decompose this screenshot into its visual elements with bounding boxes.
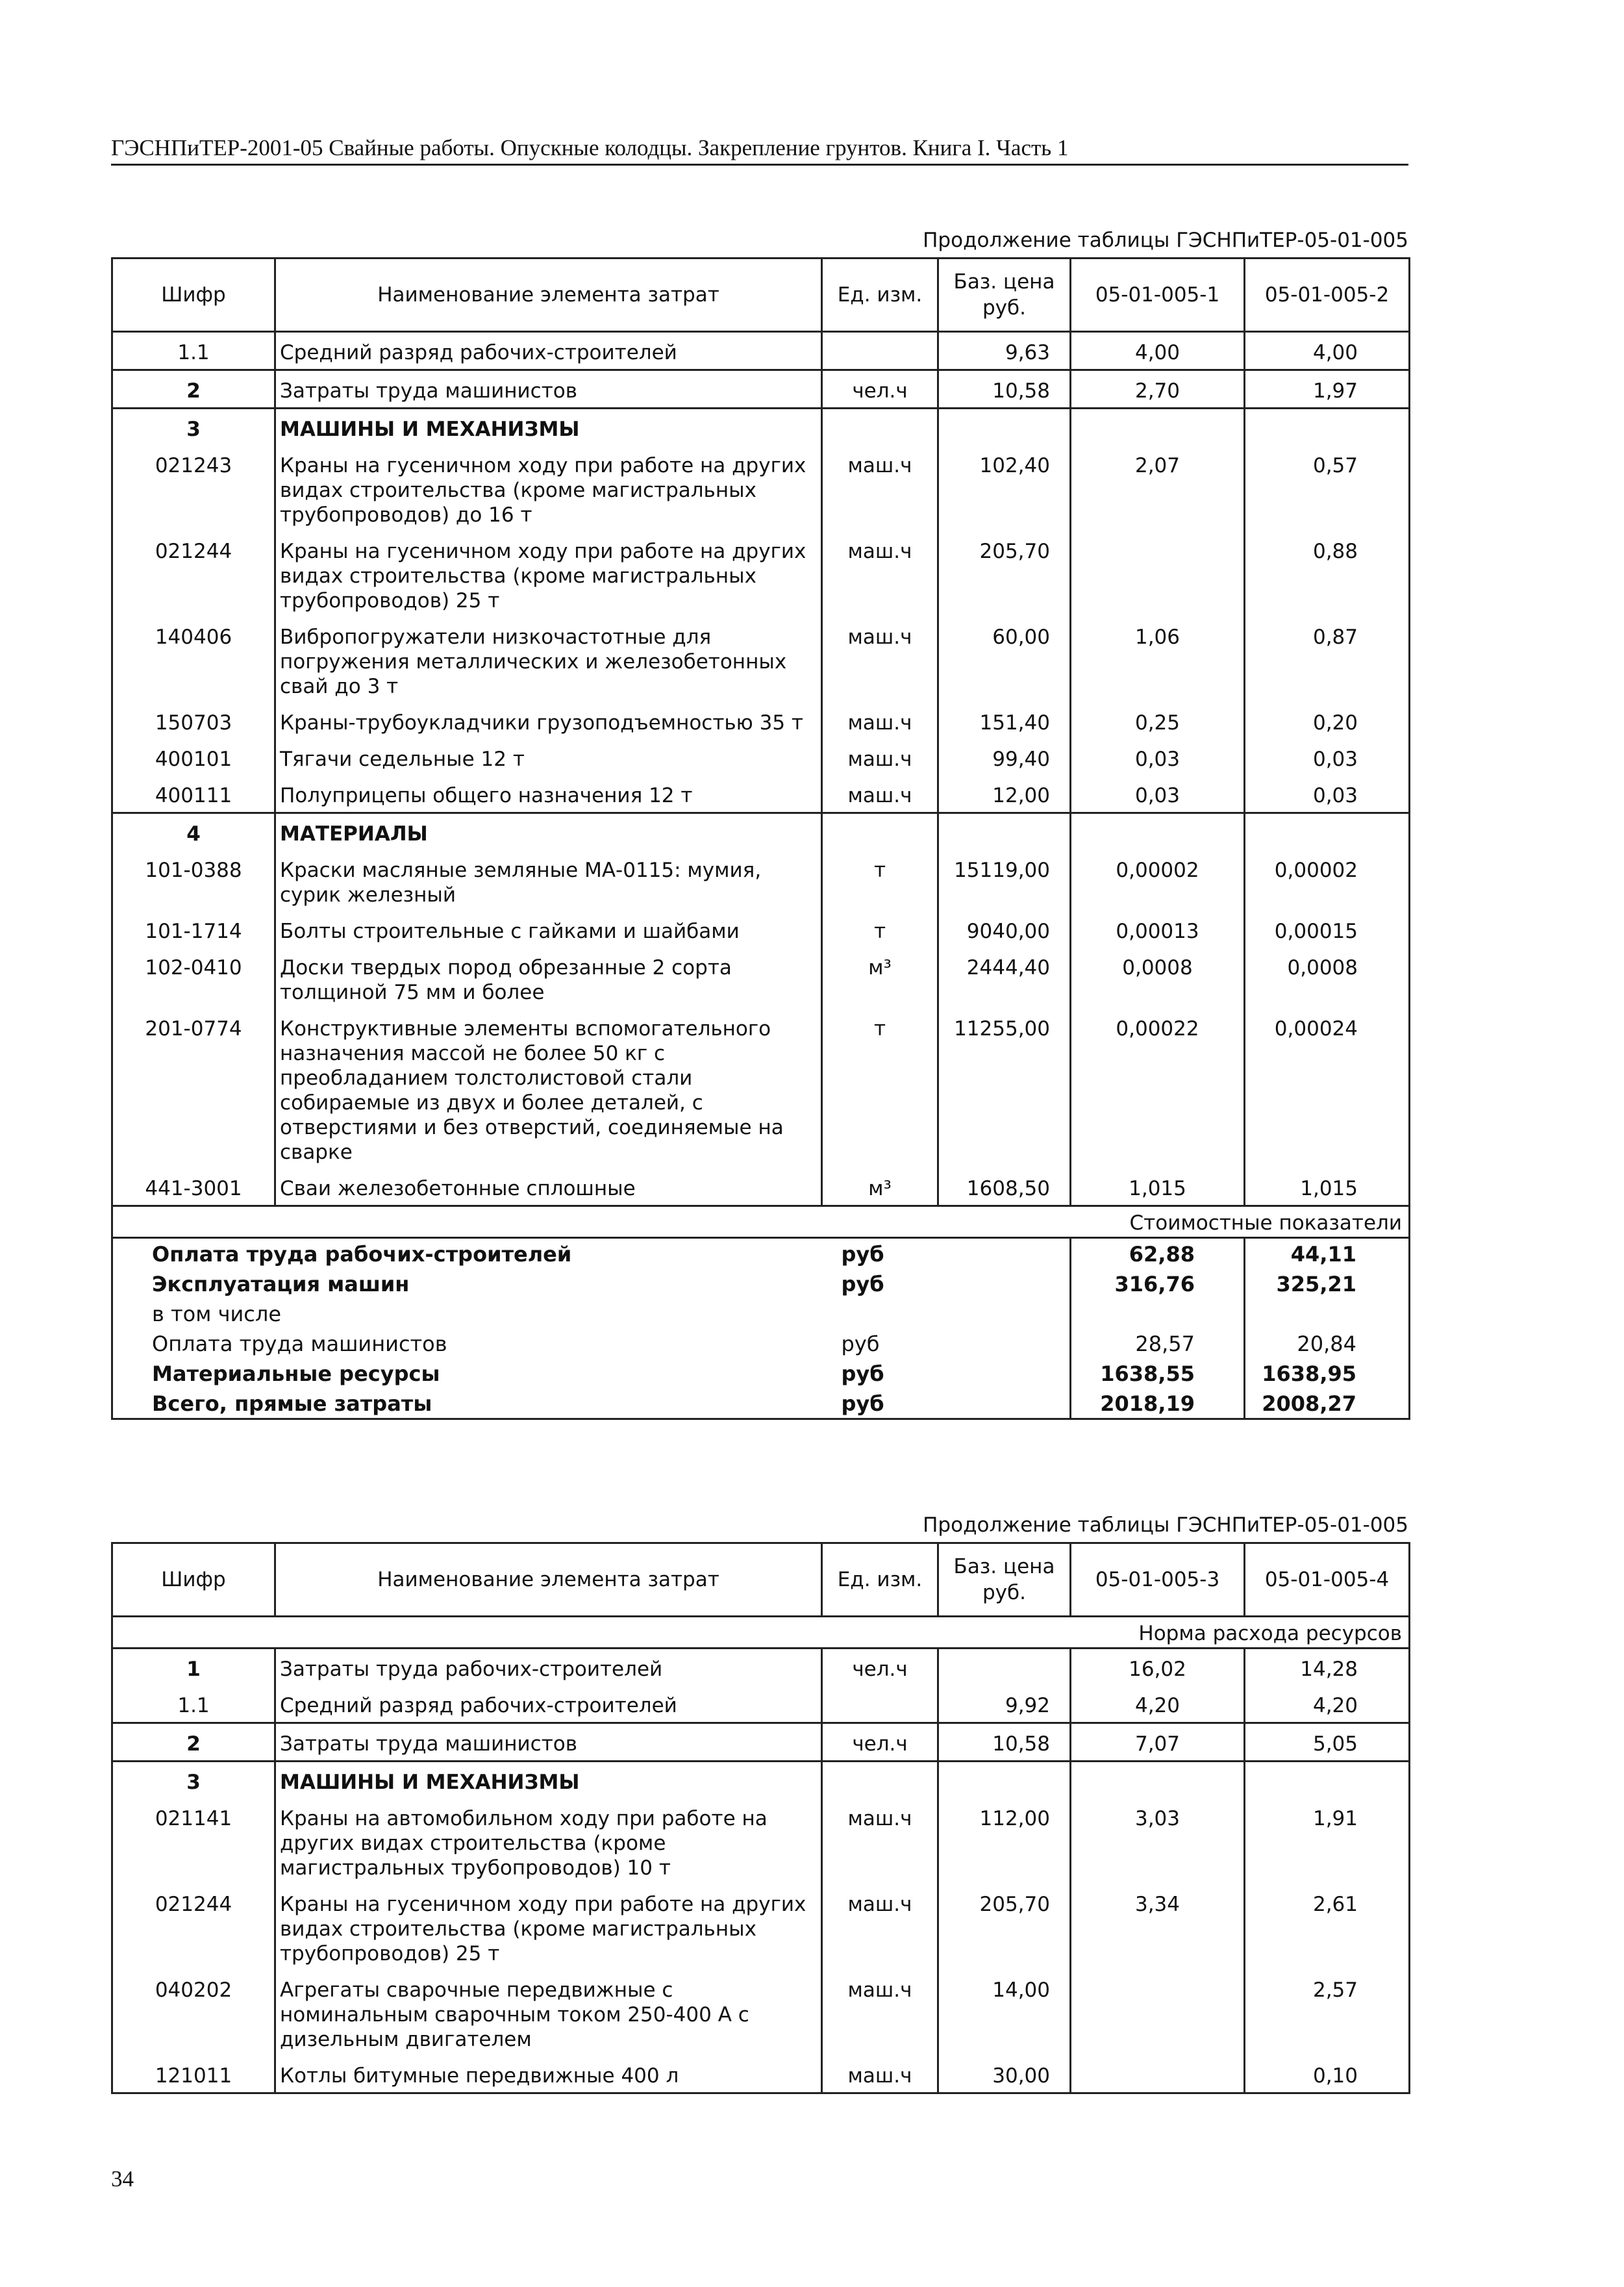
cell-v1 [1071, 1970, 1245, 2056]
cell-unit: маш.ч [822, 776, 938, 813]
cell-code: 1.1 [112, 332, 275, 370]
table-row [112, 617, 1410, 703]
cell-unit [822, 332, 938, 370]
table-row [112, 370, 1410, 409]
header-col2: 05-01-005-2 [1245, 259, 1410, 332]
cell-v2: 0,87 [1245, 617, 1410, 703]
summary-label: Всего, прямые затраты [112, 1388, 822, 1419]
summary-unit: руб [822, 1388, 938, 1419]
table-row [112, 1169, 1410, 1206]
table-row [112, 739, 1410, 776]
summary-unit: руб [841, 1242, 884, 1267]
summary-label: Оплата труда машинистов [112, 1328, 822, 1358]
cell-v2 [1245, 813, 1410, 851]
cell-v1: 2,07 [1071, 446, 1245, 531]
cell-unit: т [822, 911, 938, 948]
cell-v1: 2,70 [1071, 370, 1245, 409]
cell-name: Полуприцепы общего назначения 12 т [275, 776, 822, 813]
cell-code: 101-1714 [112, 911, 275, 948]
norm-band: Норма расхода ресурсов [112, 1617, 1410, 1649]
cell-code: 021243 [112, 446, 275, 531]
cell-unit: т [822, 850, 938, 911]
summary-unit: руб [841, 1361, 884, 1386]
cell-unit: чел.ч [822, 370, 938, 409]
cell-v1: 3,03 [1071, 1799, 1245, 1884]
summary-v2: 325,21 [1245, 1269, 1410, 1298]
cell-name: Тягачи седельные 12 т [275, 739, 822, 776]
cell-unit [822, 409, 938, 446]
cell-unit [822, 813, 938, 851]
cell-v1 [1071, 1762, 1245, 1799]
cell-v2 [1245, 409, 1410, 446]
cell-v2: 0,03 [1245, 776, 1410, 813]
cell-code: 021244 [112, 531, 275, 617]
cell-v1: 4,00 [1071, 332, 1245, 370]
cell-code: 121011 [112, 2056, 275, 2093]
cell-name: Доски твердых пород обрезанные 2 сорта толщиной 75 мм и более [275, 948, 822, 1009]
cell-code: 400101 [112, 739, 275, 776]
table-row [112, 1649, 1410, 1686]
cell-v2: 4,20 [1245, 1686, 1410, 1723]
cell-v2: 4,00 [1245, 332, 1410, 370]
cell-v1: 0,00022 [1071, 1009, 1245, 1169]
cell-v2: 2,57 [1245, 1970, 1410, 2056]
cell-v2: 0,57 [1245, 446, 1410, 531]
summary-unit: руб [841, 1272, 884, 1296]
cell-v2: 0,00024 [1245, 1009, 1410, 1169]
summary-row [112, 1358, 1410, 1388]
header-code: Шифр [112, 259, 275, 332]
cell-name: Средний разряд рабочих-строителей [275, 332, 822, 370]
cell-price: 12,00 [938, 776, 1071, 813]
cell-unit: м³ [822, 1169, 938, 1206]
cell-price [938, 409, 1071, 446]
cell-v2: 0,00002 [1245, 850, 1410, 911]
cell-v1 [1071, 531, 1245, 617]
cell-v1: 1,06 [1071, 617, 1245, 703]
cell-name: Краны-трубоукладчики грузоподъемностью 35 т [275, 703, 822, 739]
section-row [112, 1762, 1410, 1799]
cell-unit: маш.ч [822, 1799, 938, 1884]
cell-price: 205,70 [938, 1884, 1071, 1970]
header-col1: 05-01-005-3 [1071, 1543, 1245, 1617]
cell-v2: 1,97 [1245, 370, 1410, 409]
cell-code: 400111 [112, 776, 275, 813]
cell-v2: 0,10 [1245, 2056, 1410, 2093]
norm-band-row [112, 1617, 1410, 1649]
summary-empty [938, 1269, 1071, 1298]
summary-v1 [1071, 1298, 1245, 1328]
cell-v2: 0,88 [1245, 531, 1410, 617]
cell-code: 2 [112, 370, 275, 409]
section-title: МАШИНЫ И МЕХАНИЗМЫ [275, 1762, 822, 1799]
cell-unit [822, 1762, 938, 1799]
cell-v1 [1071, 409, 1245, 446]
cell-price: 2444,40 [938, 948, 1071, 1009]
table2 [111, 1542, 1410, 2094]
cell-code: 021244 [112, 1884, 275, 1970]
page-header: ГЭСНПиТЕР-2001-05 Свайные работы. Опускные колодцы. Закрепление грунтов. Книга I. Часть 1 [111, 135, 1408, 166]
cell-v2: 0,20 [1245, 703, 1410, 739]
cell-name: Агрегаты сварочные передвижные с номинальным сварочным током 250-400 А с дизельным двигателем [275, 1970, 822, 2056]
cell-code: 1 [112, 1649, 275, 1686]
table-row [112, 531, 1410, 617]
table-row [112, 850, 1410, 911]
cell-v1: 3,34 [1071, 1884, 1245, 1970]
cell-v1: 0,00013 [1071, 911, 1245, 948]
cell-v2: 0,00015 [1245, 911, 1410, 948]
cell-name: Вибропогружатели низкочастотные для погружения металлических и железобетонных свай до 3 т [275, 617, 822, 703]
cell-unit: маш.ч [822, 703, 938, 739]
cell-code: 201-0774 [112, 1009, 275, 1169]
cell-name: Краски масляные земляные МА-0115: мумия, сурик железный [275, 850, 822, 911]
cell-v2: 14,28 [1245, 1649, 1410, 1686]
summary-v2: 1638,95 [1245, 1358, 1410, 1388]
cell-unit [822, 1686, 938, 1723]
cell-unit: маш.ч [822, 446, 938, 531]
cell-code: 3 [112, 1762, 275, 1799]
table-row [112, 948, 1410, 1009]
cell-price: 14,00 [938, 1970, 1071, 2056]
cell-unit: т [822, 1009, 938, 1169]
summary-row [112, 1269, 1410, 1298]
summary-v2 [1245, 1298, 1410, 1328]
cell-unit: маш.ч [822, 2056, 938, 2093]
cell-code: 1.1 [112, 1686, 275, 1723]
cell-name: Краны на гусеничном ходу при работе на других видах строительства (кроме магистральных трубопроводов) 25 т [275, 1884, 822, 1970]
cell-code: 102-0410 [112, 948, 275, 1009]
cell-price: 102,40 [938, 446, 1071, 531]
cell-v2: 1,015 [1245, 1169, 1410, 1206]
summary-label: Эксплуатация машин [112, 1269, 822, 1298]
cell-name: Котлы битумные передвижные 400 л [275, 2056, 822, 2093]
table1 [111, 257, 1410, 1420]
cell-code: 140406 [112, 617, 275, 703]
summary-label: Оплата труда рабочих-строителей [112, 1238, 822, 1269]
cell-price: 9,63 [938, 332, 1071, 370]
cell-price: 60,00 [938, 617, 1071, 703]
summary-row [112, 1328, 1410, 1358]
cell-unit: маш.ч [822, 739, 938, 776]
section-row [112, 813, 1410, 851]
section-title: МАШИНЫ И МЕХАНИЗМЫ [275, 409, 822, 446]
header-price: Баз. цена руб. [938, 259, 1071, 332]
cell-code: 2 [112, 1723, 275, 1762]
section-title: МАТЕРИАЛЫ [275, 813, 822, 851]
page-number: 34 [111, 2166, 134, 2192]
cell-unit: маш.ч [822, 1884, 938, 1970]
table-row [112, 1009, 1410, 1169]
cell-price: 10,58 [938, 370, 1071, 409]
cell-v2 [1245, 1762, 1410, 1799]
cost-band-row [112, 1206, 1410, 1238]
cell-name: Болты строительные с гайками и шайбами [275, 911, 822, 948]
cell-name: Затраты труда машинистов [275, 370, 822, 409]
table-row [112, 911, 1410, 948]
summary-empty [938, 1358, 1071, 1388]
cell-unit: маш.ч [822, 617, 938, 703]
cell-unit: маш.ч [822, 531, 938, 617]
cell-v1: 0,25 [1071, 703, 1245, 739]
cell-v1: 0,0008 [1071, 948, 1245, 1009]
cell-v1: 7,07 [1071, 1723, 1245, 1762]
table-row [112, 703, 1410, 739]
cell-v2: 0,0008 [1245, 948, 1410, 1009]
cell-price: 9040,00 [938, 911, 1071, 948]
cell-code: 101-0388 [112, 850, 275, 911]
cell-v1 [1071, 813, 1245, 851]
table-row [112, 1723, 1410, 1762]
cell-v1: 0,03 [1071, 739, 1245, 776]
summary-row [112, 1298, 1410, 1328]
cell-v1: 1,015 [1071, 1169, 1245, 1206]
cell-price [938, 1762, 1071, 1799]
header-price: Баз. цена руб. [938, 1543, 1071, 1617]
cell-price: 11255,00 [938, 1009, 1071, 1169]
cell-price: 1608,50 [938, 1169, 1071, 1206]
summary-v1: 2018,19 [1071, 1388, 1245, 1419]
cell-code: 441-3001 [112, 1169, 275, 1206]
header-name: Наименование элемента затрат [275, 259, 822, 332]
cell-name: Затраты труда машинистов [275, 1723, 822, 1762]
cell-unit: чел.ч [822, 1723, 938, 1762]
cell-v1: 4,20 [1071, 1686, 1245, 1723]
summary-label: Материальные ресурсы [112, 1358, 822, 1388]
table-row [112, 332, 1410, 370]
summary-v2: 44,11 [1245, 1238, 1410, 1269]
cell-price: 205,70 [938, 531, 1071, 617]
cell-v1: 0,03 [1071, 776, 1245, 813]
cell-code: 040202 [112, 1970, 275, 2056]
cell-v1 [1071, 2056, 1245, 2093]
cell-name: Средний разряд рабочих-строителей [275, 1686, 822, 1723]
cell-price: 99,40 [938, 739, 1071, 776]
table-row [112, 1884, 1410, 1970]
cell-price: 30,00 [938, 2056, 1071, 2093]
cell-name: Затраты труда рабочих-строителей [275, 1649, 822, 1686]
summary-label: в том числе [112, 1298, 822, 1328]
summary-v1: 28,57 [1071, 1328, 1245, 1358]
table-row [112, 2056, 1410, 2093]
cell-unit: маш.ч [822, 1970, 938, 2056]
cell-code: 4 [112, 813, 275, 851]
cell-price [938, 1649, 1071, 1686]
summary-row [112, 1238, 1410, 1269]
cell-price: 112,00 [938, 1799, 1071, 1884]
header-code: Шифр [112, 1543, 275, 1617]
header-unit: Ед. изм. [822, 1543, 938, 1617]
cell-unit: м³ [822, 948, 938, 1009]
cell-v1: 16,02 [1071, 1649, 1245, 1686]
summary-v2: 20,84 [1245, 1328, 1410, 1358]
summary-v2: 2008,27 [1245, 1388, 1410, 1419]
cell-code: 3 [112, 409, 275, 446]
cell-v2: 2,61 [1245, 1884, 1410, 1970]
table-row [112, 1799, 1410, 1884]
header-col1: 05-01-005-1 [1071, 259, 1245, 332]
summary-v1: 1638,55 [1071, 1358, 1245, 1388]
table-row [112, 776, 1410, 813]
cost-band: Стоимостные показатели [112, 1206, 1410, 1238]
cell-price: 15119,00 [938, 850, 1071, 911]
cell-v2: 0,03 [1245, 739, 1410, 776]
table1-caption: Продолжение таблицы ГЭСНПиТЕР-05-01-005 [923, 229, 1408, 252]
header-col2: 05-01-005-4 [1245, 1543, 1410, 1617]
cell-name: Сваи железобетонные сплошные [275, 1169, 822, 1206]
header-name: Наименование элемента затрат [275, 1543, 822, 1617]
summary-empty [938, 1388, 1071, 1419]
cell-unit: чел.ч [822, 1649, 938, 1686]
cell-v2: 5,05 [1245, 1723, 1410, 1762]
cell-name: Краны на автомобильном ходу при работе на других видах строительства (кроме магистральных трубопроводов) 10 т [275, 1799, 822, 1884]
cell-price: 10,58 [938, 1723, 1071, 1762]
table2-caption: Продолжение таблицы ГЭСНПиТЕР-05-01-005 [923, 1513, 1408, 1537]
cell-v1: 0,00002 [1071, 850, 1245, 911]
summary-row [112, 1388, 1410, 1419]
cell-price: 151,40 [938, 703, 1071, 739]
summary-v1: 62,88 [1071, 1238, 1245, 1269]
cell-code: 021141 [112, 1799, 275, 1884]
summary-unit: руб [841, 1332, 880, 1356]
cell-name: Конструктивные элементы вспомогательного назначения массой не более 50 кг с преобладанием толстолистовой стали собираемые из двух и более деталей, с отверстиями и без отверстий, соединяемые на сварке [275, 1009, 822, 1169]
cell-price: 9,92 [938, 1686, 1071, 1723]
cell-v2: 1,91 [1245, 1799, 1410, 1884]
summary-v1: 316,76 [1071, 1269, 1245, 1298]
table-row [112, 446, 1410, 531]
cell-code: 150703 [112, 703, 275, 739]
cell-name: Краны на гусеничном ходу при работе на других видах строительства (кроме магистральных трубопроводов) до 16 т [275, 446, 822, 531]
section-row [112, 409, 1410, 446]
header-unit: Ед. изм. [822, 259, 938, 332]
summary-empty [938, 1328, 1071, 1358]
cell-name: Краны на гусеничном ходу при работе на других видах строительства (кроме магистральных трубопроводов) 25 т [275, 531, 822, 617]
summary-unit [822, 1298, 938, 1328]
table-row [112, 1686, 1410, 1723]
summary-empty [938, 1238, 1071, 1269]
cell-price [938, 813, 1071, 851]
table-row [112, 1970, 1410, 2056]
summary-empty [938, 1298, 1071, 1328]
